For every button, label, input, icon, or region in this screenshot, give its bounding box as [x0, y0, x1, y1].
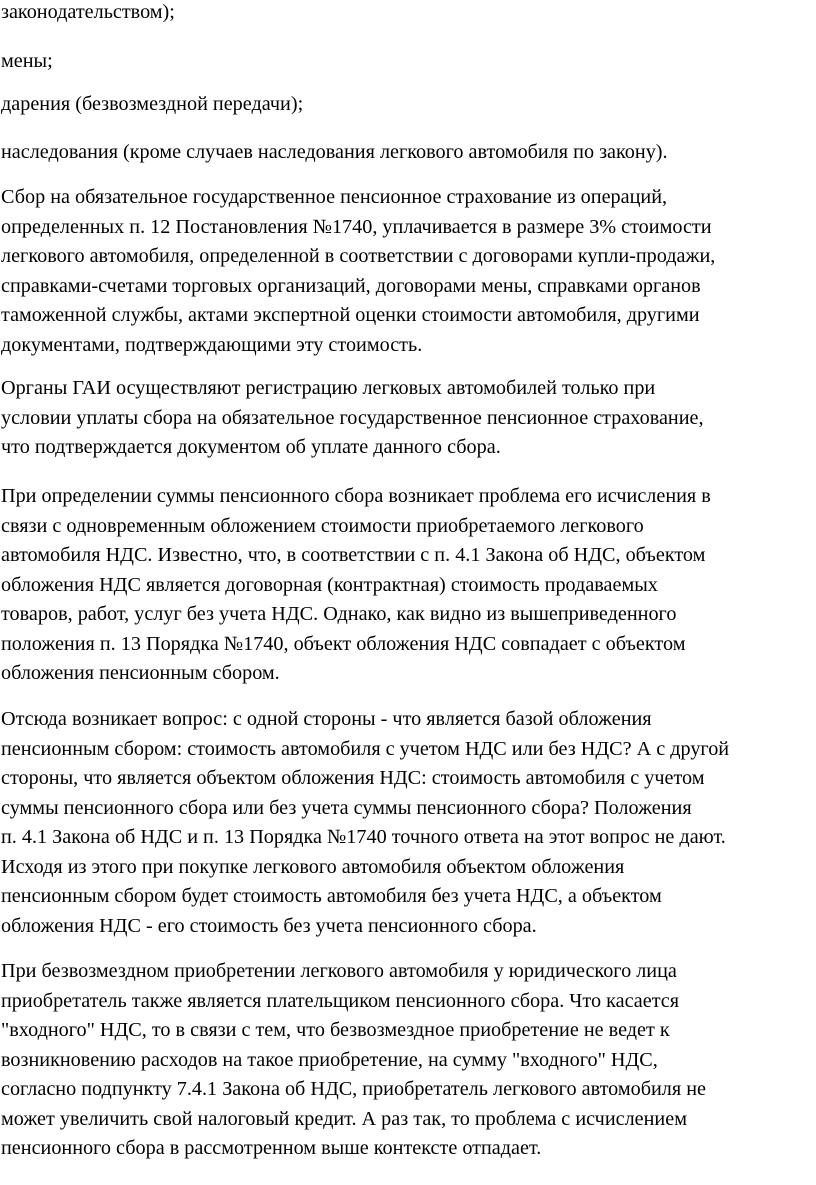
text-line: обложения пенсионным сбором.: [1, 662, 280, 684]
text-line: документами, подтверждающими эту стоимость.: [1, 333, 423, 356]
text-line: условии уплаты сбора на обязательное государственное пенсионное страхование,: [1, 406, 704, 429]
text-line: Сбор на обязательное государственное пенсионное страхование из операций,: [1, 186, 668, 208]
text-line: законодательством);: [1, 1, 175, 23]
text-line: справками-счетами торговых организаций, договорами мены, справками органов: [1, 274, 701, 297]
paragraph: [1, 183, 715, 360]
text-line: дарения (безвозмездной передачи);: [1, 93, 304, 115]
paragraph: [1, 482, 711, 689]
paragraph: [1, 0, 175, 28]
text-line: Органы ГАИ осуществляют регистрацию легковых автомобилей только при: [1, 377, 656, 399]
text-line: обложения НДС - его стоимость без учета пенсионного сбора.: [1, 914, 537, 937]
paragraph: [1, 705, 729, 941]
text-line: положения п. 13 Порядка №1740, объект обложения НДС совпадает с объектом: [1, 632, 686, 655]
paragraph: [1, 957, 706, 1164]
text-line: может увеличить свой налоговый кредит. А раз так, то проблема с исчислением: [1, 1107, 687, 1130]
paragraph: [1, 138, 668, 168]
text-line: связи с одновременным обложением стоимости приобретаемого легкового: [1, 514, 644, 537]
text-line: пенсионным сбором: стоимость автомобиля с учетом НДС или без НДС? А с другой: [1, 737, 730, 760]
text-line: пенсионным сбором будет стоимость автомобиля без учета НДС, а объектом: [1, 885, 662, 907]
text-line: "входного" НДС, то в связи с тем, что безвозмездное приобретение не ведет к: [1, 1019, 670, 1041]
text-line: суммы пенсионного сбора или без учета суммы пенсионного сбора? Положения: [1, 796, 692, 819]
text-line: товаров, работ, услуг без учета НДС. Однако, как видно из вышеприведенного: [1, 603, 677, 625]
text-line: что подтверждается документом об уплате данного сбора.: [1, 436, 501, 458]
text-line: пенсионного сбора в рассмотренном выше контексте отпадает.: [1, 1137, 542, 1159]
text-line: автомобиля НДС. Известно, что, в соответствии с п. 4.1 Закона об НДС, объектом: [1, 544, 706, 566]
text-line: согласно подпункту 7.4.1 Закона об НДС, приобретатель легкового автомобиля не: [1, 1078, 706, 1100]
text-line: приобретатель также является плательщиком пенсионного сбора. Что касается: [1, 989, 680, 1012]
text-line: обложения НДС является договорная (контрактная) стоимость продаваемых: [1, 573, 658, 596]
paragraph: [1, 90, 303, 120]
text-line: п. 4.1 Закона об НДС и п. 13 Порядка №1740 точного ответа на этот вопрос не дают.: [1, 826, 726, 848]
paragraph: [1, 374, 704, 463]
text-line: наследования (кроме случаев наследования легкового автомобиля по закону).: [1, 141, 668, 163]
paragraph: [1, 47, 53, 77]
text-line: При определении суммы пенсионного сбора возникает проблема его исчисления в: [1, 485, 711, 507]
text-line: возникновению расходов на такое приобретение, на сумму "входного" НДС,: [1, 1048, 658, 1071]
text-line: Исходя из этого при покупке легкового автомобиля объектом обложения: [1, 855, 625, 878]
text-line: Отсюда возникает вопрос: с одной стороны - что является базой обложения: [1, 708, 652, 730]
text-line: стороны, что является объектом обложения НДС: стоимость автомобиля с учетом: [1, 767, 705, 789]
text-line: таможенной службы, актами экспертной оценки стоимости автомобиля, другими: [1, 304, 700, 326]
text-line: легкового автомобиля, определенной в соответствии с договорами купли-продажи,: [1, 245, 716, 267]
text-line: определенных п. 12 Постановления №1740, уплачивается в размере 3% стоимости: [1, 215, 712, 238]
text-line: При безвозмездном приобретении легкового автомобиля у юридического лица: [1, 960, 677, 982]
text-line: мены;: [1, 50, 53, 72]
